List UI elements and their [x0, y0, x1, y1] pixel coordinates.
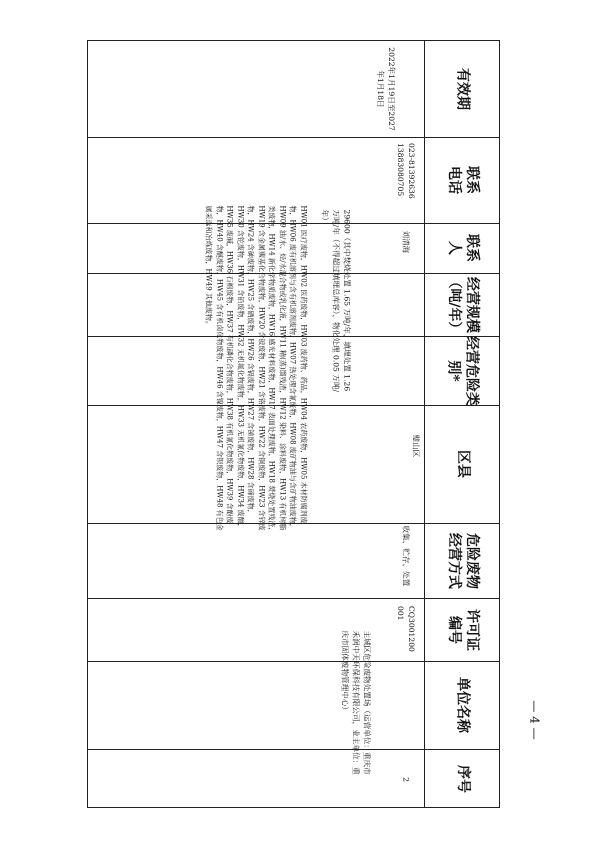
header-name: 单位名称	[454, 677, 471, 733]
cell-validity: 2022年1月19日至2027年1月18日	[376, 47, 396, 131]
header-phone: 联系电话	[445, 166, 480, 194]
cell-categories: HW01 医疗废物，HW02 医药废物，HW03 废药物、药品，HW04 农药废物，HW05 木材防腐剂废物，HW06 废有机溶剂与含有机溶剂废物，HW07 热处理含氰废物，HW08 废矿物油与含矿物油废物，HW09 油/水、烃/水混合物或乳化液，HW11 精(蒸)馏残渣，HW12 染料、涂料废物，HW13 有机树脂类废物，HW14 新化学物质废物，HW16 感光材料废物，HW17 表面处理废物，HW18 焚烧处置残渣，HW19 含金属羰基化合物废物，HW20 含铍废物，HW21 含铬废物，HW22 含铜废物，HW23 含锌废物，HW24 含砷废物，HW25 含硒废物，HW26 含镉废物，HW27 含锑废物，HW28 含碲废物，HW30 含铊废物，HW31 含铅废物，HW32 无机氟化物废物，HW33 无机氰化物废物，HW34 废酸，HW35 废碱，HW36 石棉废物，HW37 有机磷化合物废物，HW38 有机氰化物废物，HW39 含酚废物，HW40 含醚废物，HW45 含有机卤化物废物，HW46 含镍废物，HW47 含钡废物，HW48 有色金属采选和冶炼废物，HW49 其他废物。	[205, 205, 308, 535]
cell-contact: 刘清海	[401, 230, 411, 253]
header-validity: 有效期	[454, 68, 471, 110]
header-scale: 经营规模（吨/年）	[445, 273, 480, 336]
cell-method: 收集、贮存、处置	[401, 525, 411, 587]
cell-seq: 2	[401, 776, 411, 782]
cell-scale: 29600（其中焚烧处置 1.65 万吨/年，填埋处置 1.26 万吨/年（不得超过填埋总库容），物化处理 0.05 万吨/年）	[320, 209, 352, 393]
page-number: — 4 —	[527, 700, 542, 740]
header-license: 许可证编号	[445, 608, 480, 651]
cell-district: 璧山区	[411, 434, 421, 457]
cell-license: CQ3001200001	[396, 605, 416, 652]
header-contact: 联系人	[445, 234, 480, 262]
header-seq: 序号	[454, 765, 471, 793]
header-district: 区县	[454, 450, 471, 478]
header-method: 危险废物经营方式	[445, 532, 480, 589]
cell-phone: 023-81392636 13883080705	[396, 143, 416, 199]
header-categories: 经营危险类别*	[445, 335, 480, 406]
license-table	[87, 40, 500, 808]
cell-name: 主城区危险废物处置场（运营单位：重庆市禾润中天环保科技有限公司，业主单位：重庆市固体废物管理中心）	[340, 630, 372, 775]
